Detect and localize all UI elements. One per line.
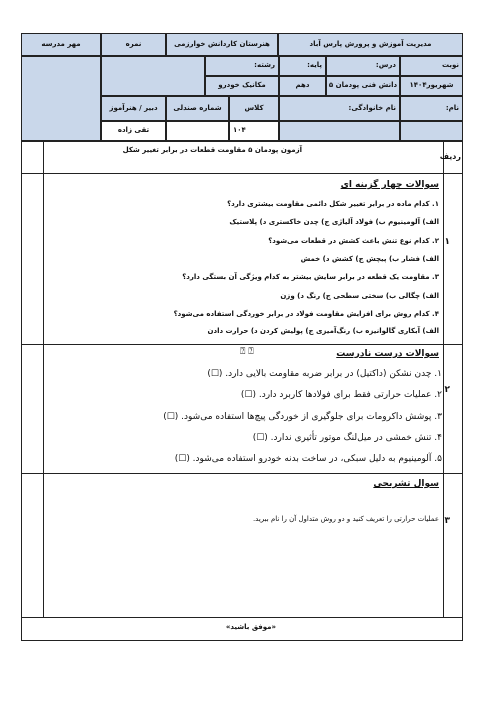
section2-title: سوالات درست نادرست (336, 349, 439, 359)
section3-title: سوال تشریحی (373, 479, 439, 489)
seal-box (21, 56, 101, 141)
s1-q1: ۱. کدام ماده در برابر تغییر شکل دائمی مقاومت بیشتری دارد؟ (227, 200, 439, 208)
grade-box (101, 56, 205, 96)
lesson-value: دانش فنی پودمان ۵ (326, 76, 400, 96)
row-divider-footer (21, 617, 463, 618)
date-value: شهریور۱۴۰۴ (400, 76, 463, 96)
section3-number: ۳ (444, 516, 450, 526)
base-value: دهم (279, 76, 326, 96)
s1-q3-options: الف) چگالی ب) سختی سطحی ج) رنگ د) وزن (280, 292, 439, 300)
s2-item3: ۳. پوشش داکرومات برای جلوگیری از خوردگی پیچ‌ها استفاده می‌شود. (☐) (163, 412, 442, 422)
s1-q4-options: الف) آبکاری گالوانیزه ب) رنگ‌آمیزی ج) پولیش کردن د) حرارت دادن (207, 327, 439, 335)
s1-q1-options: الف) آلومینیوم ب) فولاد آلیاژی ج) چدن خاکستری د) پلاستیک (229, 218, 439, 226)
class-label: کلاس (229, 96, 279, 121)
org-title: مدیریت آموزش و پرورش پارس آباد (278, 33, 463, 56)
name-label: نام: (400, 96, 463, 121)
section1-number: ۱ (444, 237, 450, 247)
class-value: ۱۰۴ (229, 121, 279, 141)
s1-q2: ۲. کدام نوع تنش باعث کشش در قطعات می‌شود؟ (268, 237, 439, 245)
school-title: هنرستان کاردانش خوارزمی (166, 33, 278, 56)
col-divider-right (443, 141, 444, 617)
s3-question: عملیات حرارتی را تعریف کنید و دو روش متداول آن را نام ببرید. (252, 515, 439, 523)
grade-label: نمره (101, 33, 166, 56)
s1-q2-options: الف) فشار ب) پیچش ج) کشش د) خمش (300, 255, 439, 263)
s2-item4: ۴. تنش خمشی در میل‌لنگ موتور تأثیری ندارد. (☐) (252, 433, 442, 443)
row-divider-s1 (21, 344, 463, 345)
exam-title: آزمون پودمان ۵ مقاومت قطعات در برابر تغییر شکل (122, 146, 302, 154)
s2-item1: ۱. چدن نشکن (داکتیل) در برابر ضربه مقاومت بالایی دارد. (☐) (207, 369, 442, 379)
base-label: پایه: (279, 56, 326, 76)
section2-number: ۲ (444, 385, 450, 395)
col-divider-left (43, 141, 44, 617)
s2-item2: ۲. عملیات حرارتی فقط برای فولادها کاربرد دارد. (☐) (240, 390, 442, 400)
teacher-label: دبیر / هنرآموز (101, 96, 166, 121)
name-value (400, 121, 463, 141)
teacher-value: تقی زاده (101, 121, 166, 141)
seat-label: شماره صندلی (166, 96, 229, 121)
seat-value (166, 121, 229, 141)
field-label: رشته: (205, 56, 279, 76)
family-value (279, 121, 400, 141)
row-header-label: ردیف (439, 152, 461, 161)
section2-marks: ⍰ ⍰ (240, 347, 254, 357)
s2-item5: ۵. آلومینیوم به دلیل سبکی، در ساخت بدنه خودرو استفاده می‌شود. (☐) (174, 454, 442, 464)
section1-title: سوالات چهار گزینه ای (340, 180, 439, 190)
lesson-label: درس: (326, 56, 400, 76)
s1-q3: ۳. مقاومت یک قطعه در برابر سایش بیشتر به کدام ویژگی آن بستگی دارد؟ (182, 273, 439, 281)
turn-label: نوبت (400, 56, 463, 76)
field-value: مکانیک خودرو (205, 76, 279, 96)
footer-text: «موفق باشید» (225, 623, 276, 631)
row-divider-s2 (21, 473, 463, 474)
row-divider-title (21, 173, 463, 174)
seal-label: مهر مدرسه (21, 33, 101, 56)
family-label: نام خانوادگی: (279, 96, 400, 121)
s1-q4: ۴. کدام روش برای افزایش مقاومت فولاد در برابر خوردگی استفاده می‌شود؟ (173, 310, 439, 318)
